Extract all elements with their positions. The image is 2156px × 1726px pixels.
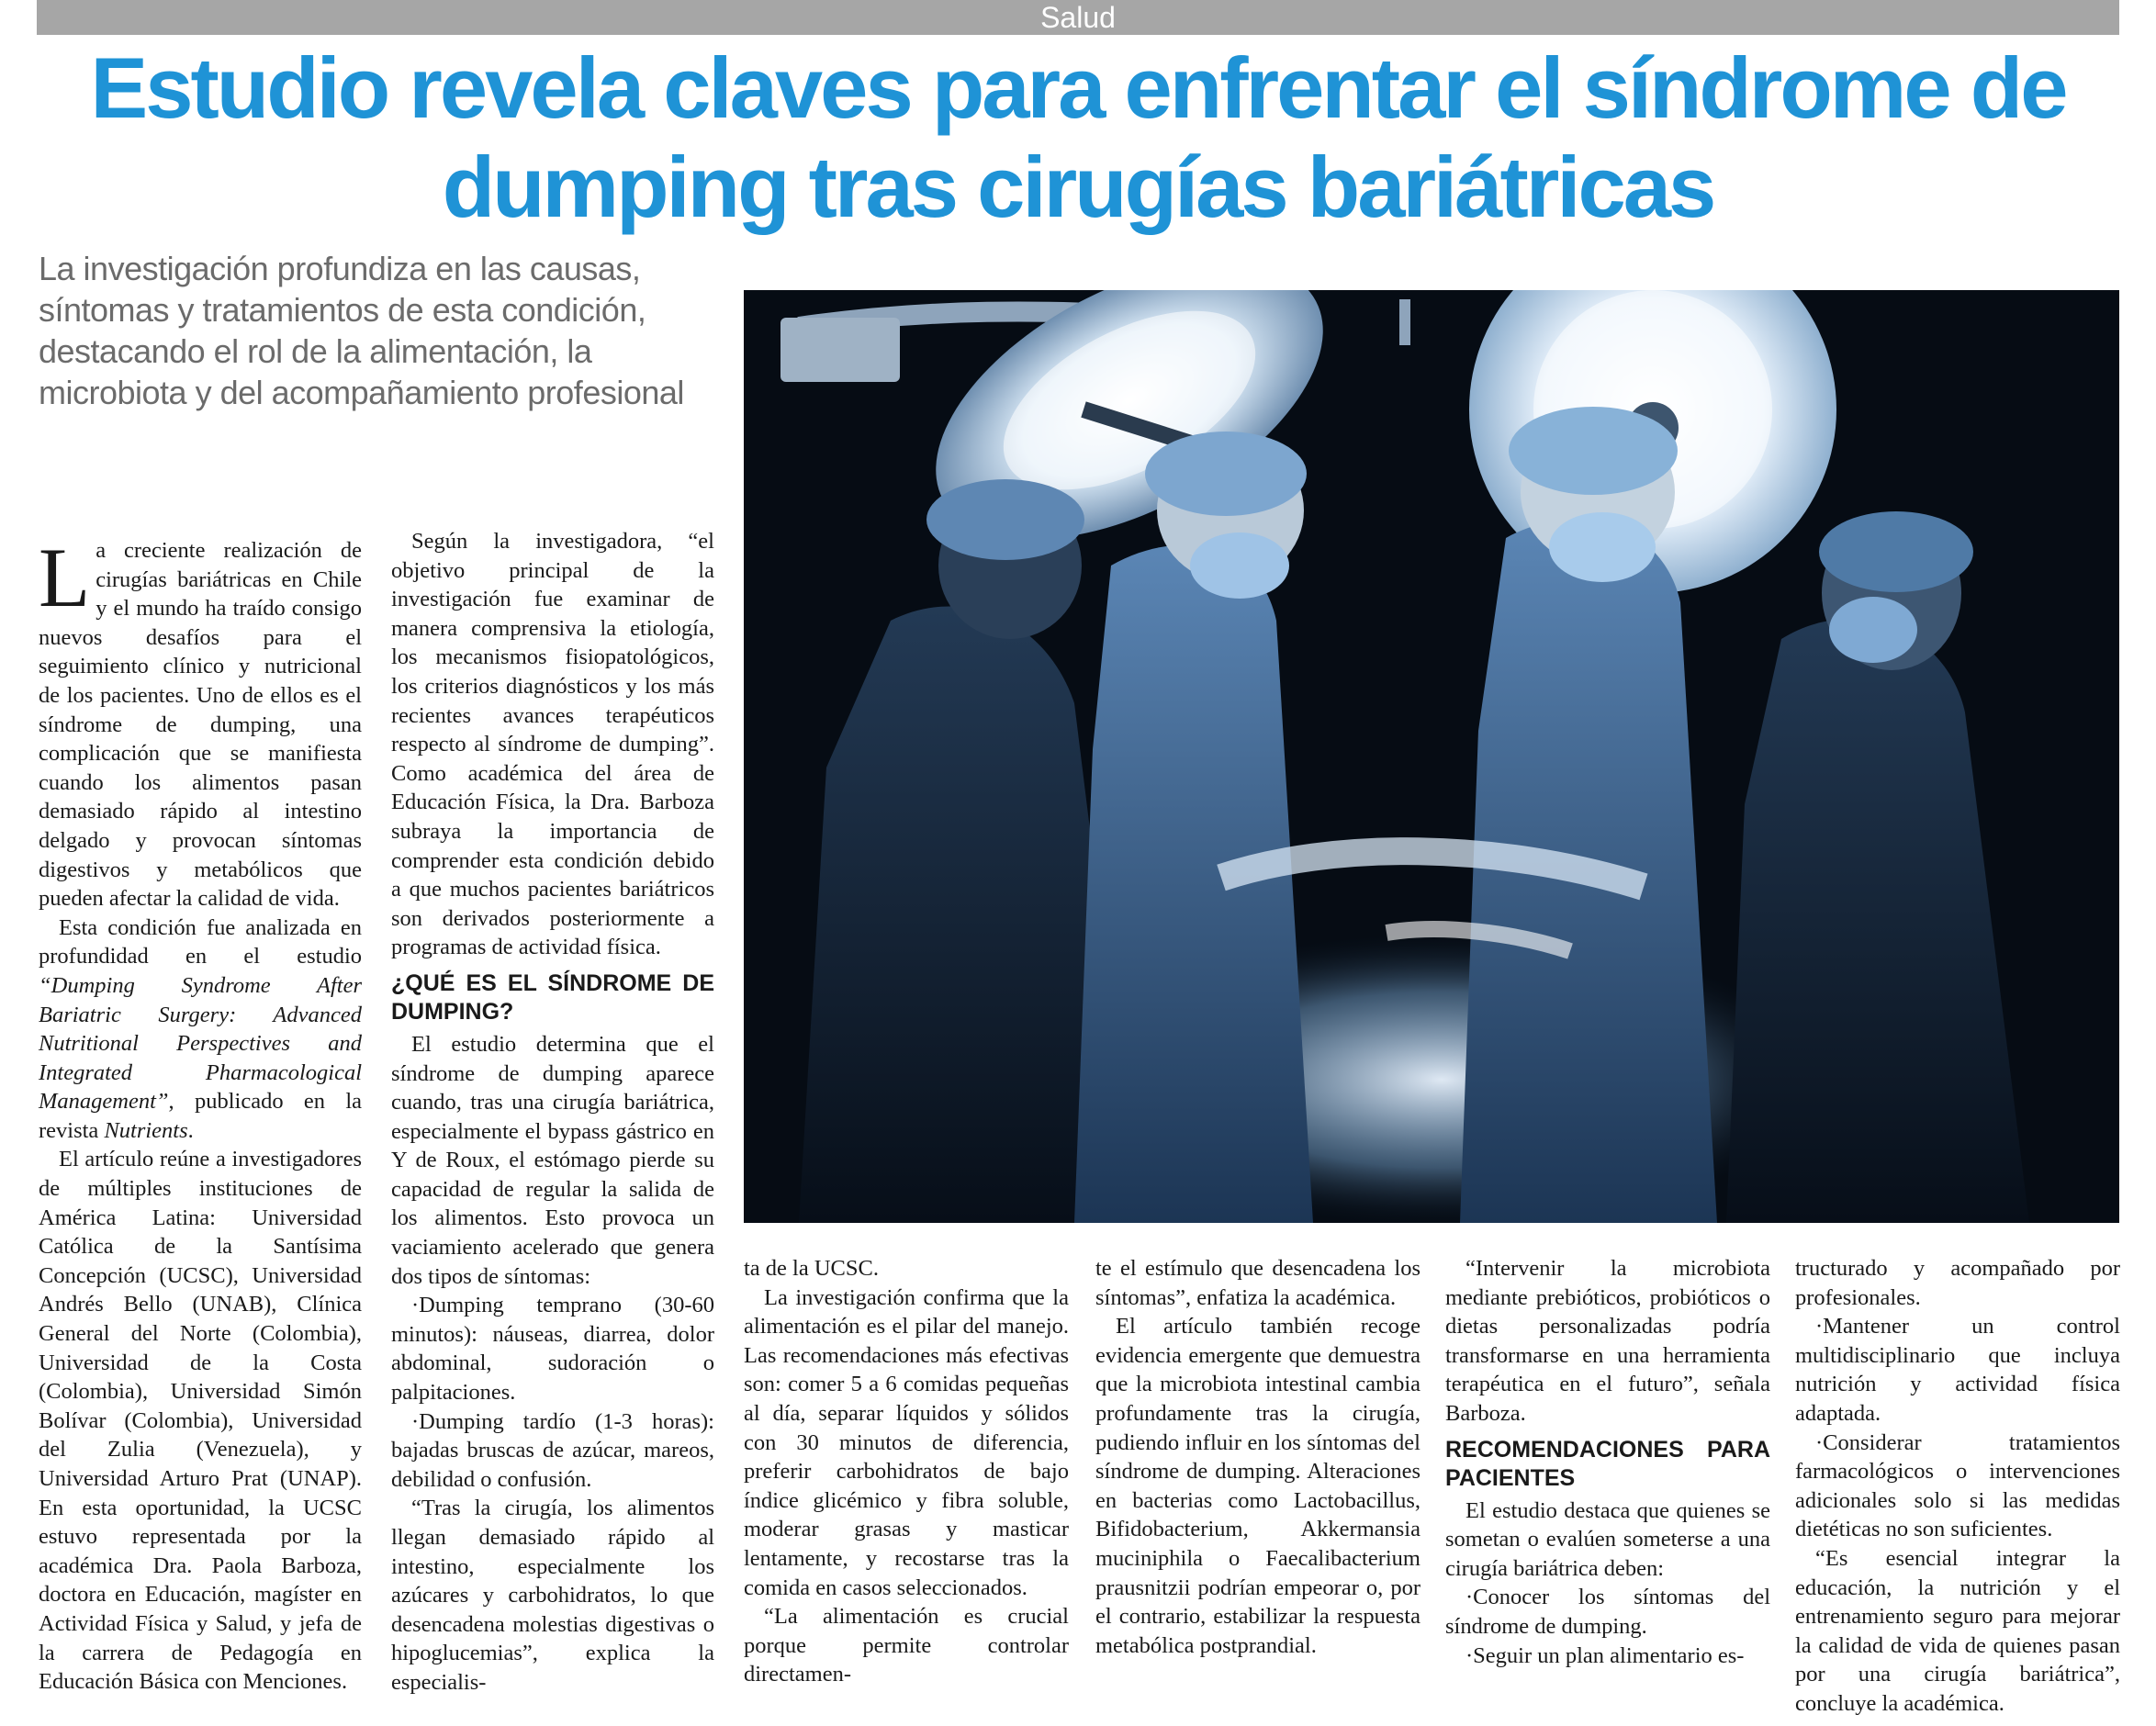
headline [37,39,2119,237]
journal-name: Nutrients [104,1117,188,1143]
article-column-6 [1795,1254,2120,1719]
paragraph: “Intervenir la microbiota mediante prebióticos, probióticos o dietas personalizadas podría transformarse en una herramienta terapéutica en el futuro”, señala Barboza. [1445,1256,1770,1426]
article-column-4 [1095,1254,1420,1660]
subheadline: La investigación profundiza en las causas, síntomas y tratamientos de esta condición, destacando el rol de la alimentación, la microbiota y del acompañamiento profesional [39,250,684,411]
surgery-photo-illustration [744,290,2119,1223]
section-label: Salud [37,0,2119,35]
paragraph: tructurado y acompañado por profesionales. [1795,1256,2120,1310]
paragraph: El artículo reúne a investigadores de múltiples instituciones de América Latina: Universidad Católica de la Santísima Concepción (UCSC), Universidad Andrés Bello (UNAB), Clínica General del Norte (Colombia), Universidad de la Costa (Colombia), Universidad Simón Bolívar (Colombia), Universidad del Zulia (Venezuela), y Universidad Arturo Prat (UNAP). En esta oportunidad, la UCSC estuvo representada por la académica Dra. Paola Barboza, doctora en Educación, magíster en Actividad Física y Salud, y jefa de la carrera de Pedagogía en Educación Básica con Menciones. [39,1147,362,1695]
paragraph: “Es esencial integrar la educación, la nutrición y el entrenamiento seguro para mejorar la calidad de vida de quienes pasan por una cirugía bariátrica”, concluye la académica. [1795,1545,2120,1716]
list-item: ·Dumping tardío (1-3 horas): bajadas bruscas de azúcar, mareos, debilidad o confusión. [391,1408,714,1492]
paragraph [39,531,362,913]
paragraph-text: Esta condición fue analizada en profundidad en el estudio [39,914,362,969]
paragraph: te el estímulo que desencadena los síntomas”, enfatiza la académica. [1095,1256,1420,1310]
list-item: ·Dumping temprano (30-60 minutos): náuseas, diarrea, dolor abdominal, sudoración o palpitaciones. [391,1293,714,1406]
paragraph: “Tras la cirugía, los alimentos llegan demasiado rápido al intestino, especialmente los azúcares y carbohidratos, lo que desencadena molestias digestivas o hipoglucemias”, explica la especialis- [391,1496,714,1695]
paragraph: El estudio destaca que quienes se sometan o evalúen someterse a una cirugía bariátrica deben: [1445,1497,1770,1581]
section-heading: ¿QUÉ ES EL SÍNDROME DE DUMPING? [391,969,714,1025]
drop-cap: L [39,531,91,624]
paragraph: “La alimentación es crucial porque permite controlar directamen- [744,1604,1069,1687]
headline-line-2: dumping tras cirugías bariátricas [442,139,1714,235]
paragraph: ta de la UCSC. [744,1256,879,1281]
study-title: “Dumping Syndrome After Bariatric Surgery: Advanced Nutritional Perspectives and Integrated Pharmacological Management” [39,972,362,1115]
article-column-3 [744,1254,1069,1689]
article-column-5 [1445,1254,1770,1670]
list-item: ·Seguir un plan alimentario es- [1465,1642,1745,1668]
paragraph: La investigación confirma que la alimentación es el pilar del manejo. Las recomendaciones más efectivas son: comer 5 a 6 comidas pequeñas al día, separar líquidos y sólidos con 30 minutos de diferencia, preferir carbohidratos de bajo índice glicémico y fibra soluble, moderar grasas y masticar lentamente, y recostarse tras la comida en casos seleccionados. [744,1284,1069,1600]
paragraph-text: , publicado en la revista [39,1089,362,1143]
paragraph [39,913,362,1146]
article-column-2 [391,527,714,1698]
list-item: ·Mantener un control multidisciplinario que incluya nutrición y actividad física adaptada. [1795,1314,2120,1426]
section-heading: RECOMENDACIONES PARA PACIENTES [1445,1436,1770,1491]
list-item: ·Considerar tratamientos farmacológicos o intervenciones adicionales solo si las medidas dietéticas no son suficientes. [1795,1429,2120,1542]
list-item: ·Conocer los síntomas del síndrome de dumping. [1445,1585,1770,1639]
headline-line-1: Estudio revela claves para enfrentar el síndrome de [90,39,2066,136]
paragraph-text: . [187,1117,194,1143]
paragraph: Según la investigadora, “el objetivo principal de la investigación fue examinar de manera comprensiva la etiología, los mecanismos fisiopatológicos, los criterios diagnósticos y los más recientes avances terapéuticos respecto al síndrome de dumping”. Como académica del área de Educación Física, la Dra. Barboza subraya la importancia de comprender esta condición debido a que muchos pacientes bariátricos son derivados posteriormente a programas de actividad física. [391,529,714,960]
paragraph: El artículo también recoge evidencia emergente que demuestra que la microbiota intestinal cambia profundamente tras la cirugía, pudiendo influir en los síntomas del síndrome de dumping. Alteraciones en bacterias como Lactobacillus, Bifidobacterium, Akkermansia muciniphila o Faecalibacterium prausnitzii podrían empeorar o, por el contrario, estabilizar la respuesta metabólica postprandial. [1095,1314,1420,1658]
article-column-1 [39,531,362,1697]
paragraph: El estudio determina que el síndrome de dumping aparece cuando, tras una cirugía bariátrica, especialmente el bypass gástrico en Y de Roux, el estómago pierde su capacidad de regular la salida de los alimentos. Esto provoca un vaciamiento acelerado que genera dos tipos de síntomas: [391,1031,714,1289]
surgery-photo [744,290,2119,1223]
paragraph-text: a creciente realización de cirugías bariátricas en Chile y el mundo ha traído consigo nuevos desafíos para el seguimiento clínico y nutricional de los pacientes. Uno de ellos es el síndrome de dumping, una complicación que se manifiesta cuando los alimentos pasan demasiado rápido al intestino delgado y provocan síntomas digestivos y metabólicos que pueden afectar la calidad de vida. [39,538,362,912]
